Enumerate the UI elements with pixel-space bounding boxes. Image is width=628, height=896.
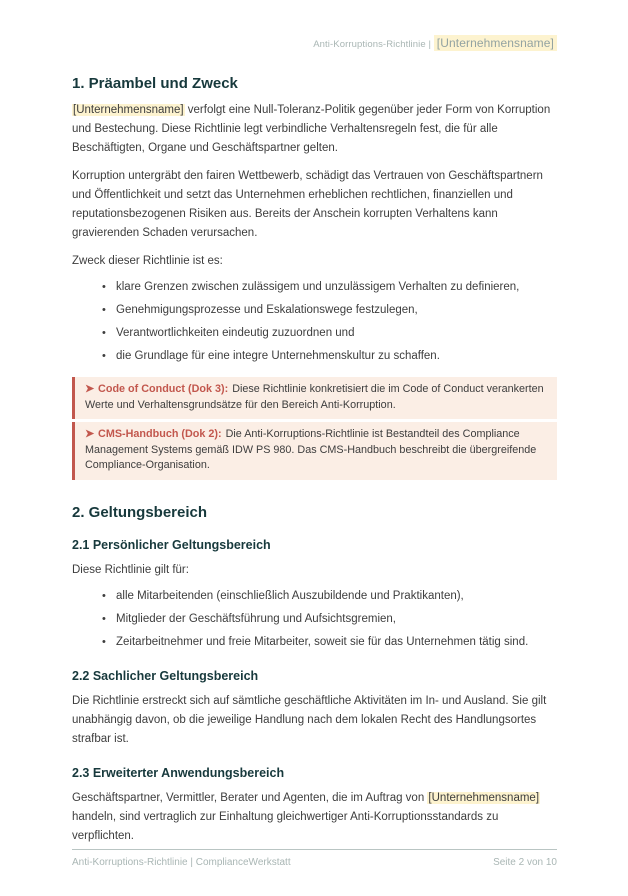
paragraph-pre-text: Geschäftspartner, Vermittler, Berater und Agenten, die im Auftrag von: [72, 791, 428, 804]
paragraph-erweiterter-anwendungsbereich: [72, 789, 557, 846]
page-header: [72, 36, 557, 52]
company-placeholder-highlight: [Unternehmensname]: [428, 791, 540, 804]
section-2-1-heading: 2.1 Persönlicher Geltungsbereich: [72, 537, 271, 552]
callout-label: Code of Conduct (Dok 3):: [98, 383, 229, 395]
list-item: • Genehmigungsprozesse und Eskalationswege festzulegen,: [102, 301, 557, 320]
list-item: • Mitglieder der Geschäftsführung und Aufsichtsgremien,: [102, 610, 557, 629]
section-2-3-heading: 2.3 Erweiterter Anwendungsbereich: [72, 765, 285, 780]
callout-code-of-conduct: [72, 377, 557, 419]
callout-text: Die Anti-Korruptions-Richtlinie ist Bestandteil des Compliance Management Systems gemäß IDW PS 980. Das CMS-Handbuch beschreibt die übergreifende Compliance-Organisation.: [85, 428, 537, 471]
section-2-2-heading: 2.2 Sachlicher Geltungsbereich: [72, 668, 259, 683]
cross-reference-callouts: [72, 377, 557, 480]
arrow-right-icon: ➤: [85, 383, 95, 395]
page-footer: [72, 849, 557, 868]
paragraph-sachlicher-geltungsbereich: Die Richtlinie erstreckt sich auf sämtliche geschäftliche Aktivitäten im In- und Ausland. Sie gilt unabhängig davon, ob die jeweilige Handlung nach dem lokalen Recht des Handlungsortes strafbar ist.: [72, 694, 547, 745]
paragraph-zweck-intro: Zweck dieser Richtlinie ist es:: [72, 255, 223, 267]
paragraph-null-toleranz-text: verfolgt eine Null-Toleranz-Politik gegenüber jeder Form von Korruption und Bestechung. Diese Richtlinie legt verbindliche Verhaltensregeln fest, die für alle Beschäftigten, Organe und Geschäftspartner gelten.: [72, 104, 551, 154]
footer-page-number: Seite 2 von 10: [493, 857, 557, 868]
list-item: • alle Mitarbeitenden (einschließlich Auszubildende und Praktikanten),: [102, 587, 557, 606]
list-item: • die Grundlage für eine integre Unternehmenskultur zu schaffen.: [102, 347, 557, 366]
paragraph-post-text: handeln, sind vertraglich zur Einhaltung gleichwertiger Anti-Korruptionsstandards zu verpflichten.: [72, 810, 499, 842]
list-item: • klare Grenzen zwischen zulässigem und unzulässigem Verhalten zu definieren,: [102, 278, 557, 297]
paragraph-null-toleranz: [72, 101, 557, 158]
section-1-heading: 1. Präambel und Zweck: [72, 75, 238, 92]
section-2-heading: 2. Geltungsbereich: [72, 503, 208, 521]
footer-doc-info: Anti-Korruptions-Richtlinie | ComplianceWerkstatt: [72, 857, 291, 868]
callout-cms-handbuch: [72, 422, 557, 480]
list-item: • Zeitarbeitnehmer und freie Mitarbeiter, soweit sie für das Unternehmen tätig sind.: [102, 633, 557, 652]
callout-text: Diese Richtlinie konkretisiert die im Code of Conduct verankerten Werte und Verhaltensgrundsätze für den Bereich Anti-Korruption.: [85, 383, 544, 411]
header-doc-title: Anti-Korruptions-Richtlinie |: [313, 39, 434, 50]
company-placeholder-highlight: [Unternehmensname]: [73, 104, 184, 116]
arrow-right-icon: ➤: [85, 428, 95, 440]
paragraph-gilt-fuer: Diese Richtlinie gilt für:: [72, 563, 189, 576]
scope-persons-list: [72, 587, 557, 652]
purpose-list: [72, 278, 557, 366]
callout-label: CMS-Handbuch (Dok 2):: [98, 428, 222, 440]
header-company-placeholder: [Unternehmensname]: [434, 35, 557, 51]
paragraph-korruption-risiken: Korruption untergräbt den fairen Wettbewerb, schädigt das Vertrauen von Geschäftspartnern und Öffentlichkeit und setzt das Unternehmen erheblichen rechtlichen, finanziellen und reputationsbezogenen Risiken aus. Bereits der Anschein korrupten Verhaltens kann gravierenden Schaden verursachen.: [72, 170, 543, 239]
list-item: • Verantwortlichkeiten eindeutig zuzuordnen und: [102, 324, 557, 343]
